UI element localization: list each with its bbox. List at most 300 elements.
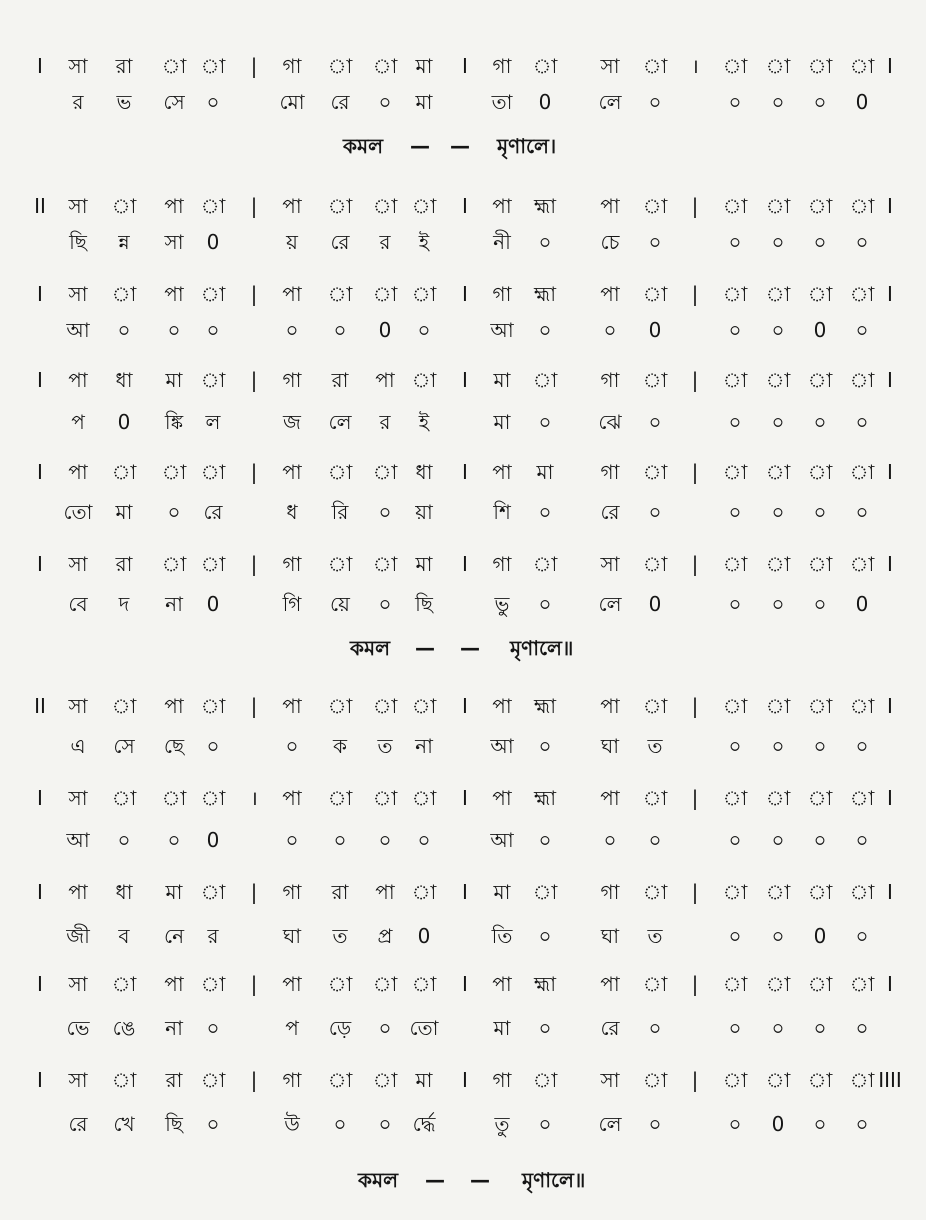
note-token: I xyxy=(462,1068,468,1092)
note-token: া xyxy=(411,194,437,218)
notation-row-1 xyxy=(0,48,926,84)
lyric-token: তি xyxy=(491,924,513,948)
note-token: ধা xyxy=(415,460,433,484)
lyric-token: রে xyxy=(330,90,350,114)
note-token: া xyxy=(111,972,137,996)
note-token: া xyxy=(372,694,398,718)
lyric-token: ০ xyxy=(771,500,785,524)
note-token: | xyxy=(691,282,699,306)
lyric-token: ০ xyxy=(538,592,552,616)
lyric-token: শি xyxy=(493,500,511,524)
note-token: I xyxy=(462,282,468,306)
note-token: া xyxy=(849,972,875,996)
lyric-token: ০ xyxy=(771,592,785,616)
lyric-token: ০ xyxy=(538,924,552,948)
lyric-token: আ xyxy=(490,318,514,342)
note-token: I xyxy=(37,368,43,392)
lyric-token: তা xyxy=(491,90,513,114)
lyric-token: ০ xyxy=(771,90,785,114)
note-token: া xyxy=(807,552,833,576)
note-token: সা xyxy=(68,786,88,810)
lyric-token: ০ xyxy=(813,734,827,758)
lyric-token: ০ xyxy=(417,318,431,342)
lyric-token: 0 xyxy=(417,924,431,948)
note-token: া xyxy=(327,460,353,484)
lyric-token: ০ xyxy=(728,90,742,114)
note-token: া xyxy=(849,786,875,810)
note-token: া xyxy=(807,54,833,78)
lyric-token: ০ xyxy=(813,828,827,852)
lyrics-row-10 xyxy=(0,1010,926,1046)
refrain-word-mrinale: মৃণালে॥ xyxy=(522,1168,586,1192)
lyric-token: ০ xyxy=(648,410,662,434)
note-token: পা xyxy=(282,972,302,996)
note-token: I xyxy=(37,880,43,904)
lyric-token: ০ xyxy=(285,734,299,758)
lyric-token: ০ xyxy=(538,230,552,254)
lyric-token: ০ xyxy=(771,924,785,948)
lyric-token: ০ xyxy=(813,90,827,114)
note-token: | xyxy=(250,368,258,392)
note-token: I xyxy=(37,552,43,576)
note-token: মা xyxy=(165,880,183,904)
note-token: পা xyxy=(492,194,512,218)
lyric-token: ০ xyxy=(206,318,220,342)
lyric-token: ই xyxy=(418,230,430,254)
lyric-token: 0 xyxy=(378,318,392,342)
note-token: I xyxy=(887,972,893,996)
lyric-token: ০ xyxy=(728,500,742,524)
note-token: পা xyxy=(492,460,512,484)
lyric-token: ছি xyxy=(69,230,87,254)
note-token: হ্মা xyxy=(533,694,557,718)
lyric-token: জ xyxy=(283,410,301,434)
note-token: | xyxy=(691,194,699,218)
note-token: গা xyxy=(600,368,620,392)
note-token: া xyxy=(642,282,668,306)
lyric-token: চে xyxy=(600,230,620,254)
lyric-token: র xyxy=(379,410,391,434)
lyric-token: প xyxy=(71,410,85,434)
lyric-token: ০ xyxy=(333,1112,347,1136)
note-token: া xyxy=(807,880,833,904)
lyric-token: ০ xyxy=(771,828,785,852)
note-token: া xyxy=(765,786,791,810)
note-token: | xyxy=(250,54,258,78)
note-token: া xyxy=(200,54,226,78)
note-token: া xyxy=(642,54,668,78)
note-token: া xyxy=(765,972,791,996)
note-token: া xyxy=(200,1068,226,1092)
note-token: I xyxy=(887,694,893,718)
note-token: IIII xyxy=(878,1068,902,1092)
lyric-token: 0 xyxy=(206,828,220,852)
notation-row-11 xyxy=(0,1062,926,1098)
lyric-token: ০ xyxy=(728,410,742,434)
note-token: া xyxy=(765,460,791,484)
note-token: গা xyxy=(492,1068,512,1092)
note-token: া xyxy=(327,972,353,996)
note-token: I xyxy=(37,786,43,810)
lyric-token: নে xyxy=(163,924,185,948)
note-token: া xyxy=(807,282,833,306)
note-token: I xyxy=(37,282,43,306)
lyric-token: ০ xyxy=(378,500,392,524)
note-token: া xyxy=(849,552,875,576)
lyrics-row-11 xyxy=(0,1106,926,1142)
lyric-token: রে xyxy=(203,500,223,524)
lyric-token: ০ xyxy=(603,828,617,852)
lyric-token: ০ xyxy=(855,924,869,948)
lyric-token: ০ xyxy=(285,318,299,342)
lyric-token: মা xyxy=(493,410,511,434)
note-token: া xyxy=(111,1068,137,1092)
note-token: রা xyxy=(165,1068,183,1092)
note-token: া xyxy=(849,880,875,904)
note-token: গা xyxy=(492,54,512,78)
note-token: গা xyxy=(600,880,620,904)
note-token: া xyxy=(327,1068,353,1092)
note-token: পা xyxy=(492,972,512,996)
note-token: গা xyxy=(282,54,302,78)
lyric-token: ছি xyxy=(165,1112,183,1136)
lyric-token: ০ xyxy=(771,734,785,758)
note-token: া xyxy=(111,460,137,484)
lyric-token: মো xyxy=(279,90,305,114)
note-token: | xyxy=(691,552,699,576)
lyric-token: ০ xyxy=(855,734,869,758)
note-token: া xyxy=(722,880,748,904)
lyric-token: ভু xyxy=(494,592,510,616)
note-token: হ্মা xyxy=(533,786,557,810)
lyric-token: ঘা xyxy=(600,734,620,758)
lyric-token: ০ xyxy=(813,592,827,616)
note-token: I xyxy=(887,54,893,78)
note-token: পা xyxy=(68,460,88,484)
note-token: পা xyxy=(282,694,302,718)
lyric-token: দ xyxy=(118,592,130,616)
note-token: া xyxy=(161,460,187,484)
note-token: পা xyxy=(164,694,184,718)
note-token: া xyxy=(722,368,748,392)
note-token: া xyxy=(111,282,137,306)
note-token: I xyxy=(462,54,468,78)
lyric-token: ০ xyxy=(728,592,742,616)
lyric-token: রে xyxy=(330,230,350,254)
notation-row-7 xyxy=(0,688,926,724)
lyric-token: 0 xyxy=(538,90,552,114)
note-token: I xyxy=(887,460,893,484)
note-token: া xyxy=(765,880,791,904)
note-token: মা xyxy=(415,1068,433,1092)
note-token: হ্মা xyxy=(533,282,557,306)
lyric-token: ০ xyxy=(855,828,869,852)
lyric-token: ০ xyxy=(333,828,347,852)
lyric-token: ০ xyxy=(538,318,552,342)
lyric-token: জী xyxy=(66,924,90,948)
note-token: রা xyxy=(115,54,133,78)
lyric-token: ০ xyxy=(813,500,827,524)
note-token: া xyxy=(372,786,398,810)
lyric-token: ০ xyxy=(813,230,827,254)
lyric-token: ০ xyxy=(378,592,392,616)
note-token: া xyxy=(411,880,437,904)
lyrics-row-5 xyxy=(0,494,926,530)
refrain-dash: — xyxy=(410,134,430,158)
lyric-token: 0 xyxy=(648,592,662,616)
lyric-token: ০ xyxy=(855,410,869,434)
note-token: পা xyxy=(282,194,302,218)
note-token: I xyxy=(462,786,468,810)
note-token: I xyxy=(462,194,468,218)
lyric-token: আ xyxy=(66,828,90,852)
lyric-token: আ xyxy=(66,318,90,342)
note-token: া xyxy=(722,1068,748,1092)
lyric-token: ০ xyxy=(538,1112,552,1136)
lyric-token: র xyxy=(72,90,84,114)
lyrics-row-6 xyxy=(0,586,926,622)
notation-row-9 xyxy=(0,874,926,910)
lyric-token: ০ xyxy=(855,500,869,524)
note-token: গা xyxy=(600,460,620,484)
note-token: রা xyxy=(115,552,133,576)
note-token: া xyxy=(642,460,668,484)
note-token: I xyxy=(37,54,43,78)
lyric-token: র্দ্ধে xyxy=(412,1112,436,1136)
note-token: | xyxy=(691,460,699,484)
note-token: সা xyxy=(68,194,88,218)
note-token: া xyxy=(765,54,791,78)
notation-row-3 xyxy=(0,276,926,312)
note-token: I xyxy=(462,460,468,484)
note-token: পা xyxy=(600,694,620,718)
note-token: গা xyxy=(282,880,302,904)
lyric-token: ঙ্কি xyxy=(164,410,184,434)
note-token: া xyxy=(532,552,558,576)
lyric-token: বে xyxy=(68,592,88,616)
lyric-token: ০ xyxy=(728,828,742,852)
lyric-token: ব xyxy=(118,924,130,948)
lyric-token: ত xyxy=(377,734,393,758)
note-token: া xyxy=(807,786,833,810)
note-token: া xyxy=(642,972,668,996)
note-token: পা xyxy=(282,786,302,810)
note-token: হ্মা xyxy=(533,194,557,218)
lyric-token: 0 xyxy=(117,410,131,434)
note-token: া xyxy=(111,194,137,218)
note-token: া xyxy=(849,368,875,392)
note-token: I xyxy=(887,368,893,392)
lyric-token: ভে xyxy=(66,1016,90,1040)
note-token: I xyxy=(887,552,893,576)
refrain-dash: — xyxy=(425,1168,445,1192)
note-token: া xyxy=(722,552,748,576)
lyric-token: খে xyxy=(113,1112,135,1136)
note-token: পা xyxy=(375,880,395,904)
note-token: া xyxy=(849,694,875,718)
refrain-line-3 xyxy=(0,1160,926,1200)
note-token: I xyxy=(37,972,43,996)
lyric-token: ০ xyxy=(538,1016,552,1040)
note-token: গা xyxy=(282,1068,302,1092)
note-token: া xyxy=(849,460,875,484)
lyric-token: ০ xyxy=(813,1112,827,1136)
lyric-token: ০ xyxy=(167,828,181,852)
lyric-token: ০ xyxy=(728,1112,742,1136)
lyric-token: তু xyxy=(494,1112,510,1136)
note-token: া xyxy=(722,786,748,810)
lyric-token: না xyxy=(165,1016,183,1040)
lyric-token: ছে xyxy=(163,734,185,758)
lyric-token: ০ xyxy=(167,500,181,524)
lyric-token: ০ xyxy=(538,410,552,434)
note-token: সা xyxy=(68,972,88,996)
lyrics-row-7 xyxy=(0,728,926,764)
lyric-token: ০ xyxy=(378,828,392,852)
lyric-token: ০ xyxy=(206,1016,220,1040)
lyric-token: ড়ে xyxy=(328,1016,352,1040)
note-token: I xyxy=(462,880,468,904)
note-token: া xyxy=(532,368,558,392)
lyric-token: ত xyxy=(647,734,663,758)
note-token: পা xyxy=(600,786,620,810)
note-token: | xyxy=(250,460,258,484)
lyric-token: ০ xyxy=(728,1016,742,1040)
note-token: া xyxy=(327,54,353,78)
note-token: া xyxy=(722,54,748,78)
refrain-line-1 xyxy=(0,126,926,166)
lyric-token: ০ xyxy=(538,828,552,852)
note-token: া xyxy=(200,460,226,484)
note-token: া xyxy=(161,552,187,576)
lyric-token: তো xyxy=(409,1016,439,1040)
lyric-token: ০ xyxy=(538,734,552,758)
note-token: া xyxy=(327,194,353,218)
note-token: I xyxy=(462,694,468,718)
lyric-token: 0 xyxy=(206,230,220,254)
note-token: া xyxy=(642,194,668,218)
lyric-token: রে xyxy=(600,500,620,524)
note-token: | xyxy=(250,1068,258,1092)
lyric-token: ল xyxy=(205,410,221,434)
note-token: | xyxy=(691,880,699,904)
note-token: I xyxy=(462,972,468,996)
note-token: মা xyxy=(415,54,433,78)
note-token: া xyxy=(411,786,437,810)
note-token: া xyxy=(722,694,748,718)
lyric-token: 0 xyxy=(771,1112,785,1136)
note-token: পা xyxy=(600,194,620,218)
refrain-dash: — xyxy=(470,1168,490,1192)
note-token: া xyxy=(532,1068,558,1092)
note-token: | xyxy=(691,694,699,718)
lyric-token: ০ xyxy=(771,318,785,342)
lyric-token: ০ xyxy=(728,318,742,342)
lyric-token: ক xyxy=(333,734,347,758)
lyric-token: ভ xyxy=(116,90,132,114)
lyric-token: ধ xyxy=(286,500,298,524)
note-token: সা xyxy=(68,1068,88,1092)
refrain-dash: — xyxy=(415,636,435,660)
note-token: | xyxy=(250,552,258,576)
note-token: I xyxy=(37,1068,43,1092)
note-token: া xyxy=(372,972,398,996)
lyrics-row-9 xyxy=(0,918,926,954)
lyric-token: ০ xyxy=(167,318,181,342)
note-token: গা xyxy=(492,552,512,576)
lyric-token: রে xyxy=(68,1112,88,1136)
note-token: পা xyxy=(282,282,302,306)
note-token: া xyxy=(765,694,791,718)
lyric-token: ০ xyxy=(648,828,662,852)
note-token: া xyxy=(642,694,668,718)
lyric-token: আ xyxy=(490,828,514,852)
lyric-token: 0 xyxy=(855,90,869,114)
lyric-token: ০ xyxy=(771,1016,785,1040)
note-token: া xyxy=(411,694,437,718)
lyric-token: ঘা xyxy=(600,924,620,948)
note-token: | xyxy=(250,880,258,904)
lyric-token: প xyxy=(285,1016,299,1040)
note-token: া xyxy=(807,460,833,484)
refrain-word-kamal: কমল xyxy=(343,134,384,158)
refrain-word-mrinale: মৃণালে॥ xyxy=(510,636,574,660)
lyric-token: ০ xyxy=(648,500,662,524)
lyric-token: ০ xyxy=(855,230,869,254)
note-token: া xyxy=(807,694,833,718)
lyric-token: ০ xyxy=(855,1016,869,1040)
note-token: | xyxy=(691,786,699,810)
lyric-token: ০ xyxy=(771,230,785,254)
note-token: া xyxy=(807,368,833,392)
note-token: মা xyxy=(493,880,511,904)
lyric-token: ০ xyxy=(648,90,662,114)
note-token: পা xyxy=(68,880,88,904)
lyric-token: প্র xyxy=(377,924,393,948)
lyric-token: লে xyxy=(598,1112,622,1136)
note-token: সা xyxy=(68,54,88,78)
lyric-token: ছি xyxy=(415,592,433,616)
lyric-token: ০ xyxy=(728,924,742,948)
note-token: া xyxy=(411,972,437,996)
note-token: পা xyxy=(600,972,620,996)
note-token: া xyxy=(642,552,668,576)
lyric-token: 0 xyxy=(206,592,220,616)
lyric-token: ০ xyxy=(813,410,827,434)
note-token: I xyxy=(887,194,893,218)
note-token: া xyxy=(532,880,558,904)
lyrics-row-4 xyxy=(0,404,926,440)
note-token: া xyxy=(327,282,353,306)
lyric-token: রি xyxy=(331,500,349,524)
note-token: ধা xyxy=(115,880,133,904)
lyric-token: ০ xyxy=(206,734,220,758)
lyric-token: ত xyxy=(332,924,348,948)
note-token: সা xyxy=(600,1068,620,1092)
note-token: পা xyxy=(164,282,184,306)
note-token: া xyxy=(200,552,226,576)
lyric-token: ০ xyxy=(728,734,742,758)
note-token: া xyxy=(807,972,833,996)
lyric-token: র xyxy=(207,924,219,948)
lyric-token: ০ xyxy=(206,90,220,114)
note-token: া xyxy=(372,282,398,306)
note-token: গা xyxy=(282,552,302,576)
note-token: া xyxy=(372,460,398,484)
note-token: রা xyxy=(331,368,349,392)
note-token: | xyxy=(691,1068,699,1092)
lyrics-row-8 xyxy=(0,822,926,858)
